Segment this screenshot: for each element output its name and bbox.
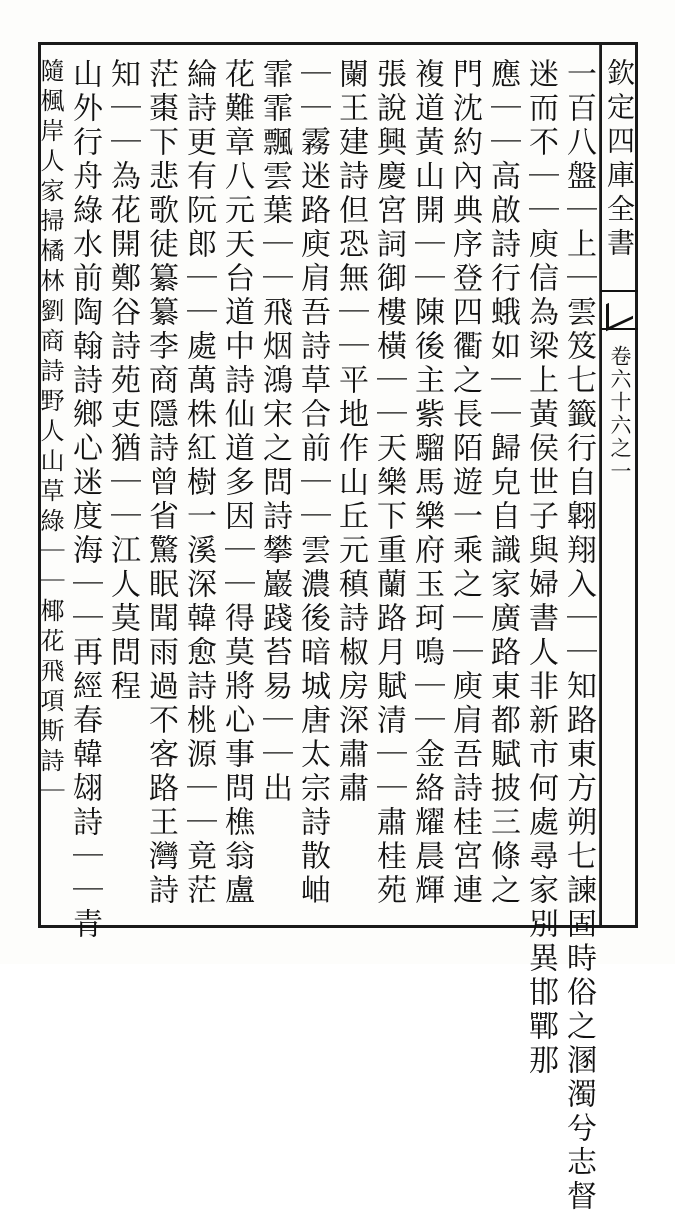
chapter-label: 卷六十六之一: [608, 345, 632, 483]
text-column-3: 應｜｜高啟詩行蛾如｜｜歸皃自識家廣路東都賦披三條之: [485, 58, 520, 908]
text-column-12: 茫棗下悲歌徒纂纂李商隱詩曾省驚眠聞雨過不客路王灣詩: [143, 58, 178, 908]
text-column-6: 張說興慶宮詞御樓橫｜｜天樂下重蘭路月賦清｜｜肅桂苑: [371, 58, 406, 908]
text-column-10: 花難章八元天台道中詩仙道多因｜｜得莫將心事問樵翁盧: [219, 58, 254, 908]
text-column-7: 闌王建詩但恐無｜｜平地作山丘元稹詩椒房深肅肅: [333, 58, 368, 806]
text-column-4: 門沈約內典序登四衢之長陌遊一乘之｜｜庾肩吾詩桂宮連: [447, 58, 482, 908]
text-column-11: 綸詩更有阮郎｜｜處萬株紅樹一溪深韓愈詩桃源｜｜竟茫: [181, 58, 216, 908]
text-column-13: 知｜｜為花開鄭谷詩苑吏猶｜｜江人莫問程: [105, 58, 140, 704]
text-column-14: 山外行舟綠水前陶翰詩鄉心迷度海｜｜再經春韓翃詩｜｜青: [67, 58, 102, 942]
book-title: 欽定四庫全書: [603, 58, 636, 262]
text-column-5: 複道黃山開｜｜陳後主紫騮馬樂府玉珂鳴｜｜金絡耀晨輝: [409, 58, 444, 908]
column-rule: [599, 45, 600, 925]
text-column-1: 一百八盤｜上｜雲笈七籤行自翺翔入｜｜知路東方朔七諫固時俗之溷濁兮志督: [561, 58, 596, 1214]
text-column-2: 迷而不｜｜庾信為梁上黃侯世子與婦書人非新市何處尋家別異邯鄲那: [523, 58, 558, 1078]
text-column-8: ｜｜霧迷路庾肩吾詩草合前｜｜雲濃後暗城唐太宗詩散岫: [295, 58, 330, 908]
text-column-15: 隨楓岸人家掃橘林劉商詩野人山草綠｜｜椰花飛項斯詩｜: [36, 58, 64, 808]
fishtail-mark-icon: [600, 290, 638, 330]
text-column-9: 霏霏飄雲葉｜｜飛烟鴻宋之問詩攀巖踐苔易｜｜出: [257, 58, 292, 806]
